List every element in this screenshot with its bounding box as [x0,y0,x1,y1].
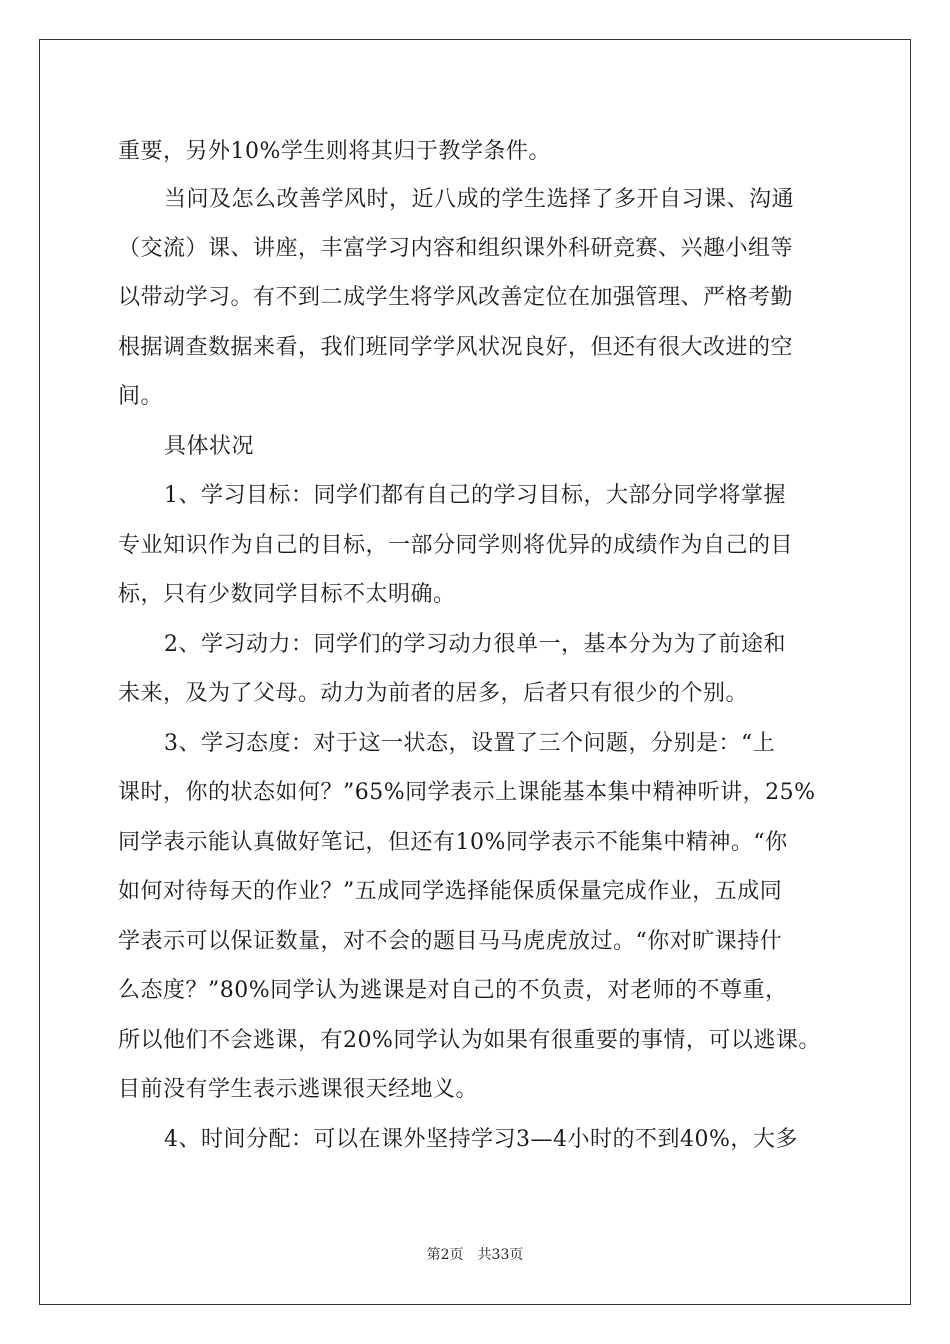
text-line: 目前没有学生表示逃课很天经地义。 [118,1077,479,1102]
text-line: 么态度？”80%同学认为逃课是对自己的不负责，对老师的不尊重， [118,978,788,1003]
text-line: 同学表示能认真做好笔记，但还有10%同学表示不能集中精神。“你 [118,830,788,855]
text-line: 未来，及为了父母。动力为前者的居多，后者只有很少的个别。 [118,681,749,706]
page-footer [0,1245,950,1265]
text-line: 标，只有少数同学目标不太明确。 [118,582,456,607]
text-line: 2、学习动力：同学们的学习动力很单一，基本分为为了前途和 [164,632,786,657]
text-line: 以带动学习。有不到二成学生将学风改善定位在加强管理、严格考勤 [118,285,794,310]
text-line: 具体状况 [164,434,255,459]
page-number: 第2页 [426,1247,464,1263]
text-line: （交流）课、讲座，丰富学习内容和组织课外科研竞赛、兴趣小组等 [118,236,794,261]
text-line: 1、学习目标：同学们都有自己的学习目标，大部分同学将掌握 [164,483,786,508]
total-pages: 共33页 [477,1247,524,1263]
text-line: 3、学习态度：对于这一状态，设置了三个问题，分别是：“上 [164,731,776,756]
text-line: 课时，你的状态如何？”65%同学表示上课能基本集中精神听讲，25% [118,780,816,805]
text-line: 所以他们不会逃课，有20%同学认为如果有很重要的事情，可以逃课。 [118,1028,821,1053]
text-line: 当问及怎么改善学风时，近八成的学生选择了多开自习课、沟通 [164,187,795,212]
page-border [39,39,911,1305]
text-line: 专业知识作为自己的目标，一部分同学则将优异的成绩作为自己的目 [118,533,794,558]
text-line: 间。 [118,384,164,409]
text-line: 如何对待每天的作业？”五成同学选择能保质保量完成作业，五成同 [118,879,783,904]
text-line: 学表示可以保证数量，对不会的题目马马虎虎放过。“你对旷课持什 [118,929,783,954]
text-line: 4、时间分配：可以在课外坚持学习3—4小时的不到40%，大多 [164,1127,798,1152]
text-line: 根据调查数据来看，我们班同学学风状况良好，但还有很大改进的空 [118,335,794,360]
text-line: 重要，另外10%学生则将其归于教学条件。 [118,139,551,164]
